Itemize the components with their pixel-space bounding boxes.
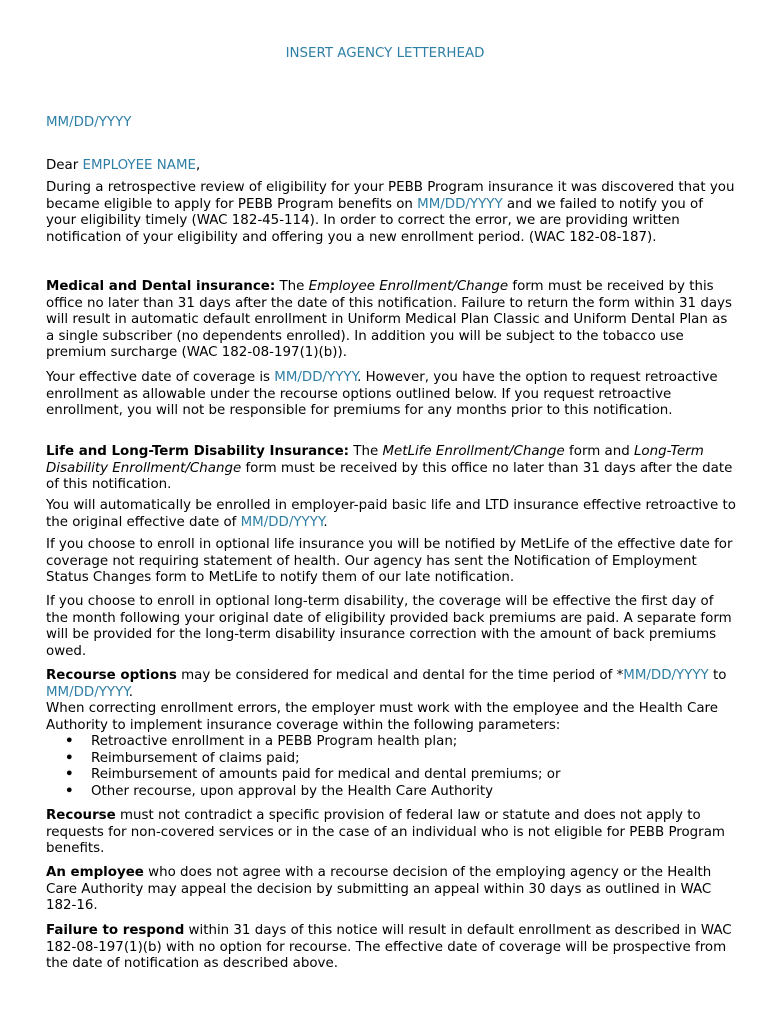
employee-name-placeholder: EMPLOYEE NAME <box>82 158 196 173</box>
optional-life-paragraph: If you choose to enroll in optional life insurance you will be notified by MetLife of the effective date for coverage not requiring statement of health. Our agency has sent the Notification of Employment Status Changes form to MetLife to notify them of our late notification. <box>46 537 733 585</box>
recourse-parameter-list <box>46 734 736 800</box>
failure-paragraph: Failure to respond within 31 days of this notice will result in default enrollment as described in WAC 182-08-197(1)(b) with no option for recourse. The effective date of coverage will be prospective from the date of notification as described above. <box>46 923 732 971</box>
eligibility-date-placeholder: MM/DD/YYYY <box>417 196 503 212</box>
recourse-options-intro: Recourse options may be considered for medical and dental for the time period of *MM/DD/YYYY to MM/DD/YYYY. <box>46 668 727 700</box>
life-ltd-heading: Life and Long-Term Disability Insurance: <box>46 444 350 459</box>
list-item: • Reimbursement of claims paid; <box>46 751 736 768</box>
greeting: Dear EMPLOYEE NAME, <box>46 158 201 173</box>
intro-paragraph: During a retrospective review of eligibility for your PEBB Program insurance it was discovered that you became eligible to apply for PEBB Program benefits on MM/DD/YYYY and we failed to notify you of your eligibility timely (WAC 182-45-114). In order to correct the error, we are providing written notification of your eligibility and offering you a new enrollment period. (WAC 182-08-187). <box>46 180 735 245</box>
letterhead-placeholder: INSERT AGENCY LETTERHEAD <box>285 46 485 61</box>
period-start-placeholder: MM/DD/YYYY <box>623 668 709 683</box>
employee-heading: An employee <box>46 865 144 880</box>
list-item: • Reimbursement of amounts paid for medical and dental premiums; or <box>46 767 736 784</box>
auto-enroll-paragraph: You will automatically be enrolled in employer-paid basic life and LTD insurance effective retroactive to the original effective date of MM/DD/YYYY. <box>46 498 736 530</box>
letter-date: MM/DD/YYYY <box>46 115 132 130</box>
recourse-options-section <box>46 668 736 800</box>
medical-dental-heading: Medical and Dental insurance: <box>46 279 276 294</box>
period-end-placeholder: MM/DD/YYYY <box>46 684 129 700</box>
failure-heading: Failure to respond <box>46 923 185 938</box>
recourse-heading: Recourse <box>46 808 116 823</box>
list-item: • Retroactive enrollment in a PEBB Program health plan; <box>46 734 736 751</box>
effective-date-paragraph: Your effective date of coverage is MM/DD/YYYY. However, you have the option to request retroactive enrollment as allowable under the recourse options outlined below. If you request retroactive enrollment, you will not be responsible for premiums for any months prior to this notification. <box>46 370 718 418</box>
medical-dental-paragraph: Medical and Dental insurance: The Employee Enrollment/Change form must be received by this office no later than 31 days after the date of this notification. Failure to return the form within 31 days will result in automatic default enrollment in Uniform Medical Plan Classic and Uniform Dental Plan as a single subscriber (no dependents enrolled). In addition you will be subject to the tobacco use premium surcharge (WAC 182-08-197(1)(b)). <box>46 279 732 360</box>
effective-date-placeholder: MM/DD/YYYY <box>274 370 358 385</box>
appeal-paragraph: An employee who does not agree with a recourse decision of the employing agency or the Health Care Authority may appeal the decision by submitting an appeal within 30 days as outlined in WAC 182-16. <box>46 865 712 913</box>
recourse-options-heading: Recourse options <box>46 668 177 683</box>
life-ltd-paragraph: Life and Long-Term Disability Insurance: The MetLife Enrollment/Change form and Long-Term Disability Enrollment/Change form must be received by this office no later than 31 days after the date of this notification. <box>46 444 733 492</box>
recourse-parameters-text: When correcting enrollment errors, the employer must work with the employee and the Health Care Authority to implement insurance coverage within the following parameters: <box>46 701 719 733</box>
optional-ltd-paragraph: If you choose to enroll in optional long-term disability, the coverage will be effective the first day of the month following your original date of eligibility provided back premiums are paid. A separate form will be provided for the long-term disability insurance correction with the amount of back premiums owed. <box>46 594 732 659</box>
recourse-paragraph: Recourse must not contradict a specific provision of federal law or statute and does not apply to requests for non-covered services or in the case of an individual who is not eligible for PEBB Program benefits. <box>46 808 725 856</box>
list-item: • Other recourse, upon approval by the Health Care Authority <box>46 784 736 801</box>
original-date-placeholder: MM/DD/YYYY <box>240 514 324 530</box>
